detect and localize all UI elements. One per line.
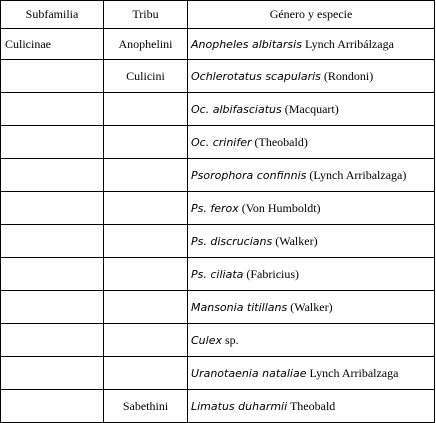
table-row (1, 324, 435, 357)
species-author: sp. (222, 332, 239, 347)
cell-subfamilia (1, 93, 104, 126)
cell-species (188, 29, 435, 60)
cell-tribu: Anophelini (104, 29, 188, 60)
species-author: (Walker) (287, 299, 333, 314)
species-name: Oc. albifasciatus (191, 102, 282, 116)
table-row (1, 357, 435, 390)
table-row (1, 258, 435, 291)
species-name: Oc. crinifer (191, 135, 252, 149)
species-author: Theobald (287, 398, 336, 413)
table-row (1, 225, 435, 258)
cell-species (188, 390, 435, 423)
cell-species (188, 357, 435, 390)
cell-tribu (104, 225, 188, 258)
header-subfamilia: Subfamilia (1, 1, 104, 29)
table-row (1, 291, 435, 324)
cell-species (188, 324, 435, 357)
table-row (1, 159, 435, 192)
cell-tribu (104, 159, 188, 192)
cell-subfamilia (1, 159, 104, 192)
table-row (1, 390, 435, 423)
cell-species (188, 93, 435, 126)
cell-species (188, 192, 435, 225)
header-genero: Género y especie (188, 1, 435, 29)
table-row (1, 93, 435, 126)
species-author: (Von Humboldt) (238, 200, 321, 215)
species-name: Ps. ferox (191, 201, 239, 215)
cell-subfamilia (1, 291, 104, 324)
cell-tribu (104, 324, 188, 357)
cell-subfamilia (1, 225, 104, 258)
species-author: Lynch Arribalzaga (306, 365, 399, 380)
table-row (1, 29, 435, 60)
cell-species (188, 225, 435, 258)
cell-tribu (104, 291, 188, 324)
species-name: Mansonia titillans (191, 300, 288, 314)
species-name: Anopheles albitarsis (191, 37, 302, 51)
cell-species (188, 126, 435, 159)
species-name: Ps. discrucians (191, 234, 273, 248)
header-tribu: Tribu (104, 1, 188, 29)
cell-subfamilia: Culicinae (1, 29, 104, 60)
cell-subfamilia (1, 192, 104, 225)
table-row (1, 192, 435, 225)
cell-subfamilia (1, 126, 104, 159)
cell-tribu: Culicini (104, 60, 188, 93)
species-author: (Walker) (272, 233, 318, 248)
cell-species (188, 60, 435, 93)
cell-tribu (104, 126, 188, 159)
table-row (1, 60, 435, 93)
species-name: Psorophora confinnis (191, 168, 307, 182)
species-name: Ochlerotatus scapularis (191, 69, 321, 83)
species-name: Limatus duharmii (191, 399, 288, 413)
cell-subfamilia (1, 324, 104, 357)
species-author: (Lynch Arribalzaga) (306, 167, 407, 182)
species-author: (Fabricius) (243, 266, 300, 281)
cell-tribu (104, 192, 188, 225)
cell-species (188, 291, 435, 324)
cell-subfamilia (1, 60, 104, 93)
cell-subfamilia (1, 390, 104, 423)
cell-tribu (104, 93, 188, 126)
species-name: Uranotaenia nataliae (191, 366, 307, 380)
table-header (1, 1, 435, 29)
cell-species (188, 159, 435, 192)
species-author: (Theobald) (251, 134, 308, 149)
table-body (1, 29, 435, 423)
cell-tribu (104, 258, 188, 291)
species-author: Lynch Arribálzaga (301, 36, 394, 51)
cell-tribu (104, 357, 188, 390)
species-name: Culex (191, 333, 222, 347)
header-row (1, 1, 435, 29)
species-name: Ps. ciliata (191, 267, 244, 281)
species-author: (Macquart) (281, 101, 339, 116)
cell-subfamilia (1, 258, 104, 291)
cell-subfamilia (1, 357, 104, 390)
table-row (1, 126, 435, 159)
species-author: (Rondoni) (320, 68, 374, 83)
cell-tribu: Sabethini (104, 390, 188, 423)
cell-species (188, 258, 435, 291)
